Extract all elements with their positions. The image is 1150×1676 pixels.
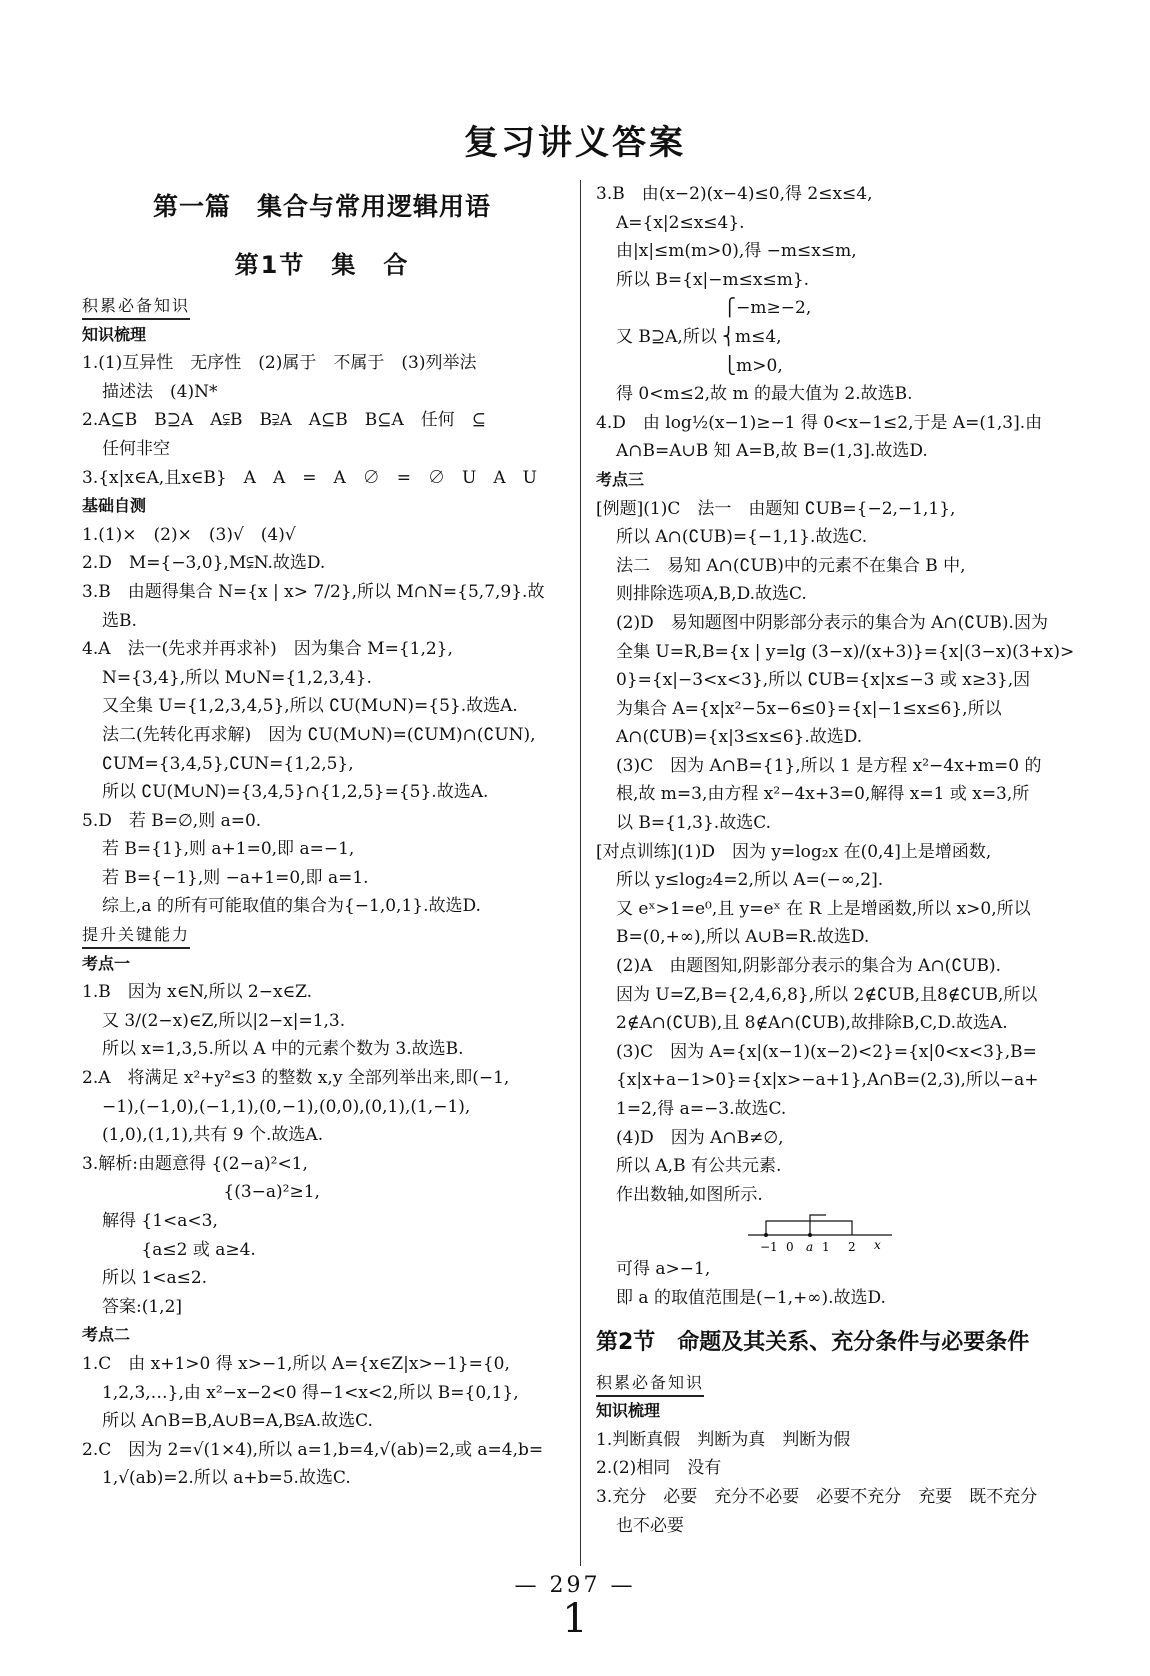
interval-bracket-a — [810, 1215, 826, 1235]
answer-line: 所以 1<a≤2. — [102, 1268, 208, 1289]
answer-line: 3.{x|x∈A,且x∈B} A A = A ∅ = ∅ U A U — [82, 467, 537, 488]
answer-line: 3.B 由题得集合 N={x | x> 7/2},所以 M∩N={5,7,9}.故 — [82, 581, 545, 602]
answer-line: −1),(−1,0),(−1,1),(0,−1),(0,0),(0,1),(1,−1), — [102, 1096, 471, 1117]
axis-point — [764, 1233, 768, 1237]
axis-label-neg1: −1 — [760, 1240, 778, 1254]
answer-line: 所以 A∩B=B,A∪B=A,B⫋A.故选C. — [102, 1411, 373, 1432]
answer-line: 1.C 由 x+1>0 得 x>−1,所以 A={x∈Z|x>−1}={0, — [82, 1353, 510, 1374]
heading-kaodian-2: 考点二 — [82, 1325, 131, 1345]
answer-line: 解得 {1<a<3, — [102, 1211, 218, 1231]
answer-line: A={x|2≤x≤4}. — [616, 212, 745, 233]
answer-line: 又 B⊇A,所以 ⎨m≤4, — [616, 326, 782, 347]
answer-line: 所以 ∁U(M∪N)={3,4,5}∩{1,2,5}={5}.故选A. — [102, 782, 489, 803]
answer-line: ⎧−m≥−2, — [616, 298, 812, 319]
axis-label-2: 2 — [848, 1240, 856, 1254]
section2-title: 第2节 命题及其关系、充分条件与必要条件 — [596, 1329, 1030, 1355]
answer-line: A∩B=A∪B 知 A=B,故 B=(1,3].故选D. — [616, 441, 928, 462]
answer-line: 3.充分 必要 充分不必要 必要不充分 充要 既不充分 — [596, 1486, 1038, 1507]
answer-line: 全集 U=R,B={x | y=lg (3−x)/(x+3)}={x|(3−x)(3+x)> — [616, 641, 1074, 662]
axis-point — [808, 1233, 812, 1237]
answer-line: 1,2,3,…},由 x²−x−2<0 得−1<x<2,所以 B={0,1}, — [102, 1382, 519, 1403]
answer-line: 综上,a 的所有可能取值的集合为{−1,0,1}.故选D. — [102, 896, 481, 917]
column-divider — [580, 180, 581, 1566]
answer-line: 4.A 法一(先求并再求补) 因为集合 M={1,2}, — [82, 639, 453, 660]
heading-ability: 提升关键能力 — [82, 923, 190, 949]
answer-line: 1.(1)互异性 无序性 (2)属于 不属于 (3)列举法 — [82, 353, 477, 374]
answer-line: {(3−a)²≥1, — [82, 1182, 320, 1203]
heading-kaodian-3: 考点三 — [596, 469, 645, 489]
answer-line: (3)C 因为 A∩B={1},所以 1 是方程 x²−4x+m=0 的 — [616, 755, 1042, 776]
answer-line: 1.判断真假 判断为真 判断为假 — [596, 1429, 851, 1450]
answer-line: (1,0),(1,1),共有 9 个.故选A. — [102, 1125, 324, 1146]
answer-line: 2.A⊆B B⊇A A⫋B B⫌A A⊆B B⊆A 任何 ⊆ — [82, 410, 487, 431]
answer-line: 由|x|≤m(m>0),得 −m≤x≤m, — [616, 241, 857, 262]
answer-line: 又 eˣ>1=e⁰,且 y=eˣ 在 R 上是增函数,所以 x>0,所以 — [616, 898, 1031, 919]
axis-label-x: x — [874, 1238, 881, 1253]
answer-line: 则排除选项A,B,D.故选C. — [616, 584, 807, 605]
axis-label-1: 1 — [822, 1240, 830, 1254]
answer-line: 若 B={−1},则 −a+1=0,即 a=1. — [102, 867, 369, 888]
answer-line: B=(0,+∞),所以 A∪B=R.故选D. — [616, 927, 870, 948]
page-number: — 297 — — [514, 1573, 636, 1598]
answer-line: ∁UM={3,4,5},∁UN={1,2,5}, — [102, 753, 354, 774]
answer-line: 描述法 (4)N* — [102, 381, 218, 402]
answer-line: 法二 易知 A∩(∁UB)中的元素不在集合 B 中, — [616, 555, 966, 576]
answer-line: 可得 a>−1, — [616, 1259, 711, 1280]
answer-line: 所以 A,B 有公共元素. — [616, 1156, 782, 1177]
answer-line: 所以 A∩(∁UB)={−1,1}.故选C. — [616, 527, 868, 548]
heading-kaodian-1: 考点一 — [82, 953, 131, 973]
heading-knowledge-2: 知识梳理 — [596, 1401, 661, 1421]
answer-line: 根,故 m=3,由方程 x²−4x+3=0,解得 x=1 或 x=3,所 — [616, 784, 1030, 805]
answer-line: 得 0<m≤2,故 m 的最大值为 2.故选B. — [616, 384, 913, 405]
answer-line: 1,√(ab)=2.所以 a+b=5.故选C. — [102, 1468, 351, 1489]
answer-line: 若 B={1},则 a+1=0,即 a=−1, — [102, 839, 355, 860]
answer-line: 4.D 由 log½(x−1)≥−1 得 0<x−1≤2,于是 A=(1,3].由 — [596, 412, 1043, 433]
answer-line: 答案:(1,2] — [102, 1296, 183, 1317]
answer-line: N={3,4},所以 M∪N={1,2,3,4}. — [102, 667, 372, 688]
answer-line: [例题](1)C 法一 由题知 ∁UB={−2,−1,1}, — [596, 498, 956, 519]
answer-line: 1=2,得 a=−3.故选C. — [616, 1099, 787, 1119]
answer-line: 以 B={1,3}.故选C. — [616, 813, 772, 834]
right-column — [596, 180, 1074, 1540]
answer-line: (2)A 由题图知,阴影部分表示的集合为 A∩(∁UB). — [616, 956, 1001, 977]
answer-line: 所以 x=1,3,5.所以 A 中的元素个数为 3.故选B. — [102, 1039, 464, 1060]
answer-line: 为集合 A={x|x²−5x−6≤0}={x|−1≤x≤6},所以 — [616, 698, 1002, 719]
answer-line: 3.B 由(x−2)(x−4)≤0,得 2≤x≤4, — [596, 184, 873, 204]
answer-line: 选B. — [102, 610, 137, 631]
answer-line: 0}={x|−3<x<3},所以 ∁UB={x|x≤−3 或 x≥3},因 — [616, 670, 1031, 691]
answer-line: 2.D M={−3,0},M⫋N.故选D. — [82, 553, 326, 574]
answer-line: 作出数轴,如图所示. — [616, 1184, 763, 1205]
number-line-figure — [596, 1209, 1074, 1255]
answer-line: (3)C 因为 A={x|(x−1)(x−2)<2}={x|0<x<3},B= — [616, 1041, 1037, 1062]
answer-line: 因为 U=Z,B={2,4,6,8},所以 2∉∁UB,且8∉∁UB,所以 — [616, 984, 1038, 1005]
answer-line: 也不必要 — [616, 1515, 684, 1536]
axis-label-0: 0 — [786, 1240, 794, 1254]
answer-line: 又全集 U={1,2,3,4,5},所以 ∁U(M∪N)={5}.故选A. — [102, 696, 518, 717]
heading-accumulate-2: 积累必备知识 — [596, 1371, 704, 1397]
answer-line: 又 3/(2−x)∈Z,所以|2−x|=1,3. — [102, 1010, 346, 1031]
section-title: 第1节 集 合 — [234, 251, 410, 279]
part-title: 第一篇 集合与常用逻辑用语 — [152, 192, 491, 221]
answer-line: ⎩m>0, — [616, 355, 783, 376]
answer-line: 所以 y≤log₂4=2,所以 A=(−∞,2]. — [616, 870, 884, 891]
answer-line: 5.D 若 B=∅,则 a=0. — [82, 810, 262, 831]
answer-line: A∩(∁UB)={x|3≤x≤6}.故选D. — [616, 727, 863, 748]
page-title: 复习讲义答案 — [464, 123, 686, 163]
answer-line: (2)D 易知题图中阴影部分表示的集合为 A∩(∁UB).因为 — [616, 612, 1048, 633]
answer-line: 3.解析:由题意得 {(2−a)²<1, — [82, 1153, 308, 1174]
interval-bracket-b — [766, 1221, 852, 1235]
axis-label-a: a — [806, 1240, 814, 1254]
answer-line: 2.(2)相同 没有 — [596, 1458, 722, 1479]
answer-line: 1.(1)× (2)× (3)√ (4)√ — [82, 524, 296, 545]
answer-line: 2.A 将满足 x²+y²≤3 的整数 x,y 全部列举出来,即(−1, — [82, 1068, 510, 1089]
answer-line: 所以 B={x|−m≤x≤m}. — [616, 269, 810, 290]
answer-line: 1.B 因为 x∈N,所以 2−x∈Z. — [82, 982, 313, 1003]
heading-knowledge: 知识梳理 — [82, 324, 147, 344]
footer-mark: 1 — [562, 1596, 588, 1642]
answer-line: 法二(先转化再求解) 因为 ∁U(M∪N)=(∁UM)∩(∁UN), — [102, 724, 536, 745]
answer-line: 2.C 因为 2=√(1×4),所以 a=1,b=4,√(ab)=2,或 a=4,b= — [82, 1439, 544, 1460]
answer-line: 即 a 的取值范围是(−1,+∞).故选D. — [616, 1287, 886, 1308]
answer-line: [对点训练](1)D 因为 y=log₂x 在(0,4]上是增函数, — [596, 841, 992, 862]
answer-line: (4)D 因为 A∩B≠∅, — [616, 1127, 784, 1148]
heading-basic-test: 基础自测 — [82, 496, 147, 516]
answer-line: {x|x+a−1>0}={x|x>−a+1},A∩B=(2,3),所以−a+ — [616, 1070, 1039, 1091]
answer-line: {a≤2 或 a≥4. — [102, 1239, 256, 1260]
heading-accumulate: 积累必备知识 — [82, 294, 190, 320]
answer-line: 任何非空 — [102, 438, 170, 459]
left-column — [82, 180, 562, 1493]
answer-line: 2∉A∩(∁UB),且 8∉A∩(∁UB),故排除B,C,D.故选A. — [616, 1013, 1008, 1034]
